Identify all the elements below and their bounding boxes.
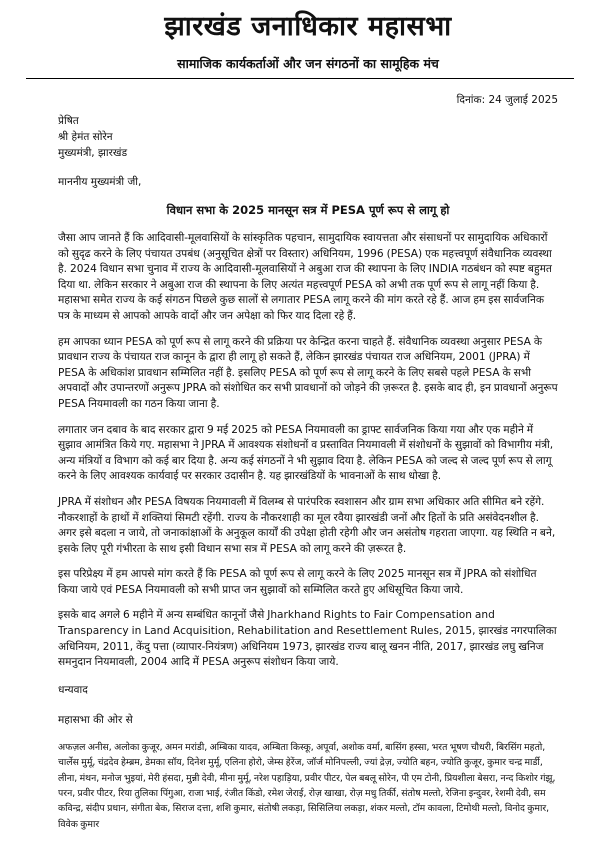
closing: धन्यवाद (58, 683, 88, 696)
body-paragraph-1: जैसा आप जानते हैं कि आदिवासी-मूलवासियों के सांस्कृतिक पहचान, सामुदायिक स्वायत्तता और संसाधनों पर सामुदायिक अधिकारों को सुदृढ करने के लिए पंचायत उपबंध (अनुसूचित क्षेत्रों पर विस्तार) अधिनियम, 1996 (PESA) एक महत्त्वपूर्ण संवैधानिक व्यवस्था है. 2024 विधान सभा चुनाव में राज्य के आदिवासी-मूलवासियों ने अबुआ राज की स्थापना के लिए INDIA गठबंधन को स्पष्ट बहुमत दिया था. लेकिन सरकार ने अबुआ राज की स्थापना के लिए अत्यंत महत्त्वपूर्ण PESA को अभी तक पूर्ण रूप से लागू नहीं किया है. महासभा समेत राज्य के कई संगठन पिछले कुछ सालों से लगातार PESA लागू करने की मांग करते रहे हैं. आज हम इस सार्वजनिक पत्र के माध्यम से आपको आपके वादों और जन अपेक्षा को फिर याद दिला रहे हैं. (58, 232, 552, 322)
recipient-title: मुख्यमंत्री, झारखंड (58, 147, 128, 159)
letter-date: दिनांक: 24 जुलाई 2025 (456, 94, 558, 106)
body-paragraph-2: हम आपका ध्यान PESA को पूर्ण रूप से लागू करने की प्रक्रिया पर केन्द्रित करना चाहते हैं. संवैधानिक व्यवस्था अनुसार PESA के प्रावधान राज्य के पंचायत राज कानून के द्वारा ही लागू हो सकते हैं, लेकिन झारखंड पंचायत राज अधिनियम, 2001 (JPRA) में PESA के अधिकांश प्रावधान सम्मिलित नहीं है. इसलिए PESA को पूर्ण रूप से लागू करने के लिए सबसे पहले PESA के सभी अपवादों और उपान्तरणों अनुरूप JPRA को संशोधित कर सभी प्रावधानों को जोड़ने की ज़रूरत है. इसके बाद ही, इन प्रावधानों अनुरूप PESA नियमावली का गठन किया जाना है. (58, 335, 558, 410)
recipient-name: श्री हेमंत सोरेन (58, 131, 113, 143)
organization-name: झारखंड जनाधिकार महासभा (164, 11, 452, 42)
body-paragraph-3: लगातार जन दबाव के बाद सरकार द्वारा 9 मई 2025 को PESA नियमावली का ड्राफ्ट सार्वजनिक किया गया और एक महीने में सुझाव आमंत्रित किये गए. महासभा ने JPRA में आवश्यक संशोधनों व प्रस्तावित नियमावली में संशोधनों के सुझावों को विभागीय मंत्री, अन्य मंत्रियों व विभाग को कई बार दिया है. अन्य कई संगठनों ने भी सुझाव दिया है. लेकिन PESA को जल्द से जल्द पूर्ण रूप से लागू करने के लिए आवश्यक कार्यवाई पर सरकार उदासीन है. यह झारखंडियों के भावनाओं के साथ धोखा है. (58, 423, 554, 483)
body-paragraph-4: JPRA में संशोधन और PESA विषयक नियमावली में विलम्ब से पारंपरिक स्वशासन और ग्राम सभा अधिकार अति सीमित बने रहेंगे. नौकरशाहों के हाथों में शक्तियां सिमटी रहेंगी. राज्य के नौकरशाही का मूल रवैया झारखंडी जनों और हितों के प्रति असंवेदनशील है. अगर इसे बदला न जाये, तो जनाकांक्षाओं के अनुकूल कार्यों की उपेक्षा होती रहेगी और जन असंतोष गहराता जाएगा. यह स्थिति न बने, इसके लिए पूरी गंभीरता के साथ इसी विधान सभा सत्र में PESA को लागू करने की ज़रूरत है. (58, 495, 556, 555)
body-paragraph-5: इस परिप्रेक्ष्य में हम आपसे मांग करते हैं कि PESA को पूर्ण रूप से लागू करने के लिए 2025 मानसून सत्र में JPRA को संशोधित किया जाये एवं PESA नियमावली को सभी प्राप्त जन सुझावों को सम्मिलित करते हुए अधिसूचित किया जाये. (58, 568, 537, 596)
header-divider (26, 78, 574, 79)
recipient-address (58, 113, 558, 161)
salutation: माननीय मुख्यमंत्री जी, (58, 176, 142, 188)
signatories-list: अफज़ल अनीस, अलोका कुजूर, अमन मरांडी, अम्बिका यादव, अम्बिता किस्कू, अपूर्वा, अशोक वर्मा, बासिंग हस्सा, भरत भूषण चौधरी, बिरसिंग महतो, चार्लेस मुर्मू, चंद्रदेव हेम्ब्रम, डेमका सॉय, दिनेश मुर्मू, एलिना होरो, जेम्स हेरेंज, जॉर्ज मोनिपल्ली, ज्यां द्रेज़, ज्योति बहन, ज्योति कुजूर, कुमार चन्द्र मार्डी, लीना, मंथन, मनोज भुइयां, मेरी हंसदा, मुन्नी देवी, मीना मुर्मू, नरेश पहाड़िया, प्रवीर पीटर, पेल बबलू सोरेन, पी एम टोनी, प्रियशीला बेसरा, नन्द किशोर गंझू, परन, प्रवीर पीटर, रिया तुलिका पिंगुआ, राजा भाई, रंजीत किंडो, रमेश जेराई, रोज़ खाखा, रोज़ मधु तिर्की, संतोष मल्तो, रेजिना इन्दुवर, रेशमी देवी, सम कविन्द्र, संदीप प्रधान, संगीता बेक, सिराज दत्ता, शशि कुमार, संतोषी लकड़ा, सिसिलिया लकड़ा, शंकर मल्तो, टॉम कावला, टिमोथी मल्तो, विनोद कुमार, विवेक कुमार (58, 741, 556, 830)
body-paragraph-6: इसके बाद अगले 6 महीने में अन्य सम्बंधित कानूनों जैसे Jharkhand Rights to Fair Compensation and Transparency in Land Acquisition, Rehabilitation and Resettlement Rules, 2015, झारखंड नगरपालिका अधिनियम, 2011, केंदु पत्ता (व्यापार-नियंत्रण) अधिनियम 1973, झारखंड राज्य बालू खनन नीति, 2017, झारखंड लघु खनिज समनुदान नियमावली, 2004 आदि में PESA अनुरूप संशोधन किया जाये. (58, 609, 557, 669)
organization-subtitle: सामाजिक कार्यकर्ताओं और जन संगठनों का सामूहिक मंच (177, 56, 439, 71)
sender-line: महासभा की ओर से (58, 713, 133, 726)
to-label: प्रेषित (58, 115, 79, 127)
letter-subject: विधान सभा के 2025 मानसून सत्र में PESA पूर्ण रूप से लागू हो (166, 203, 450, 217)
